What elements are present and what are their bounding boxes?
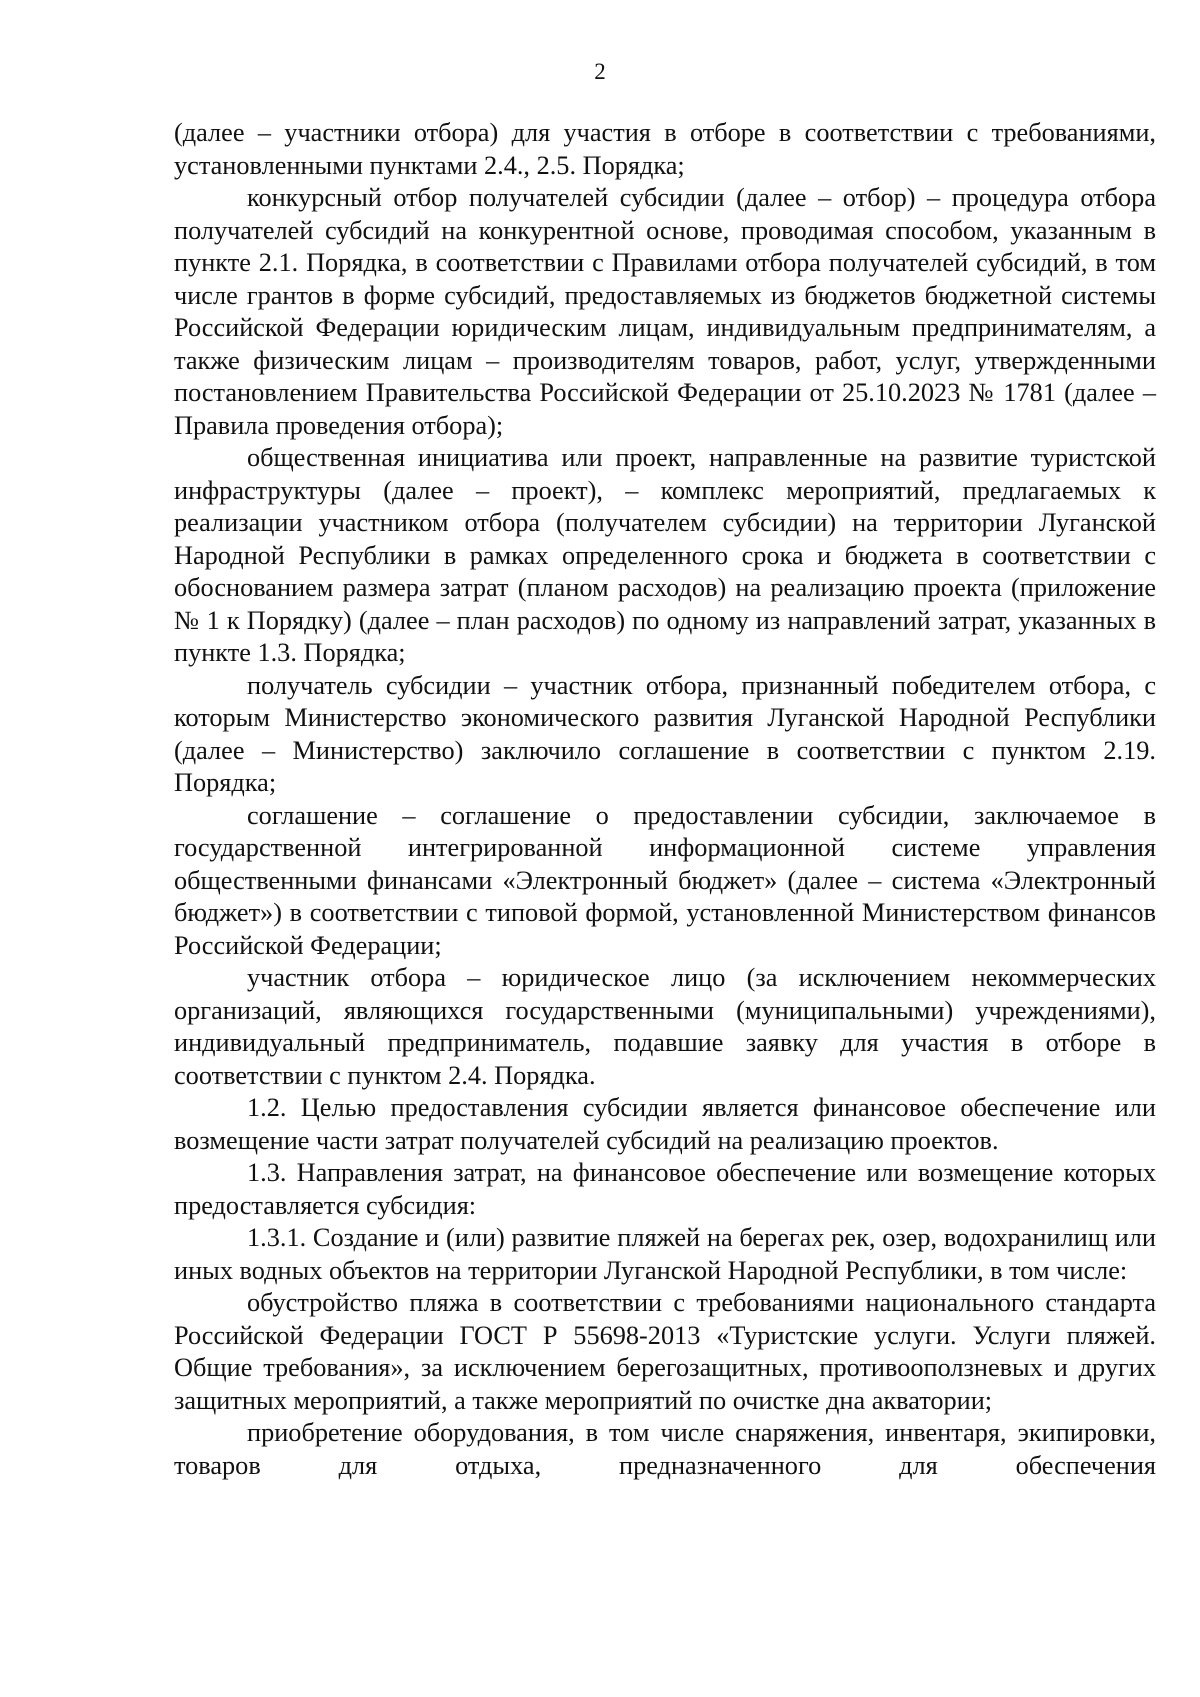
document-body <box>174 117 1156 1482</box>
paragraph-agreement: соглашение – соглашение о предоставлении субсидии, заключаемое в государственной интегрированной информационной системе управления общественными финансами «Электронный бюджет» (далее – система «Электронный бюджет») в соответствии с типовой формой, установленной Министерством финансов Российской Федерации; <box>174 800 1156 960</box>
paragraph-selection-participant: участник отбора – юридическое лицо (за исключением некоммерческих организаций, являющихся государственными (муниципальными) учреждениями), индивидуальный предприниматель, подавшие заявку для участия в отборе в соответствии с пунктом 2.4. Порядка. <box>174 963 1156 1090</box>
paragraph-beach-arrangement: обустройство пляжа в соответствии с требованиями национального стандарта Российской Федерации ГОСТ Р 55698-2013 «Туристские услуги. Услуги пляжей. Общие требования», за исключением берегозащитных, противооползневых и других защитных мероприятий, а также мероприятий по очистке дна акватории; <box>174 1288 1156 1415</box>
paragraph-section-1-3: 1.3. Направления затрат, на финансовое обеспечение или возмещение которых предоставляется субсидия: <box>174 1158 1156 1220</box>
paragraph-project-definition: общественная инициатива или проект, направленные на развитие туристской инфраструктуры (далее – проект), – комплекс мероприятий, предлагаемых к реализации участником отбора (получателем субсидии) на территории Луганской Народной Республики в рамках определенного срока и бюджета в соответствии с обоснованием размера затрат (планом расходов) на реализацию проекта (приложение № 1 к Порядку) (далее – план расходов) по одному из направлений затрат, указанных в пункте 1.3. Порядка; <box>174 443 1156 667</box>
paragraph-participants-continuation: (далее – участники отбора) для участия в отборе в соответствии с требованиями, установленными пунктами 2.4., 2.5. Порядка; <box>174 118 1156 180</box>
page-number: 2 <box>594 59 606 84</box>
paragraph-competitive-selection: конкурсный отбор получателей субсидии (далее – отбор) – процедура отбора получателей субсидий на конкурентной основе, проводимая способом, указанным в пункте 2.1. Порядка, в соответствии с Правилами отбора получателей субсидий, в том числе грантов в форме субсидий, предоставляемых из бюджетов бюджетной системы Российской Федерации юридическим лицам, индивидуальным предпринимателям, а также физическим лицам – производителям товаров, работ, услуг, утвержденными постановлением Правительства Российской Федерации от 25.10.2023 № 1781 (далее – Правила проведения отбора); <box>174 183 1156 440</box>
paragraph-section-1-2: 1.2. Целью предоставления субсидии является финансовое обеспечение или возмещение части затрат получателей субсидий на реализацию проектов. <box>174 1093 1156 1155</box>
paragraph-equipment-purchase: приобретение оборудования, в том числе снаряжения, инвентаря, экипировки, товаров для отдыха, предназначенного для обеспечения <box>174 1418 1156 1480</box>
paragraph-section-1-3-1: 1.3.1. Создание и (или) развитие пляжей на берегах рек, озер, водохранилищ или иных водных объектов на территории Луганской Народной Республики, в том числе: <box>174 1223 1156 1285</box>
paragraph-subsidy-recipient: получатель субсидии – участник отбора, признанный победителем отбора, с которым Министерство экономического развития Луганской Народной Республики (далее – Министерство) заключило соглашение в соответствии с пунктом 2.19. Порядка; <box>174 670 1156 797</box>
